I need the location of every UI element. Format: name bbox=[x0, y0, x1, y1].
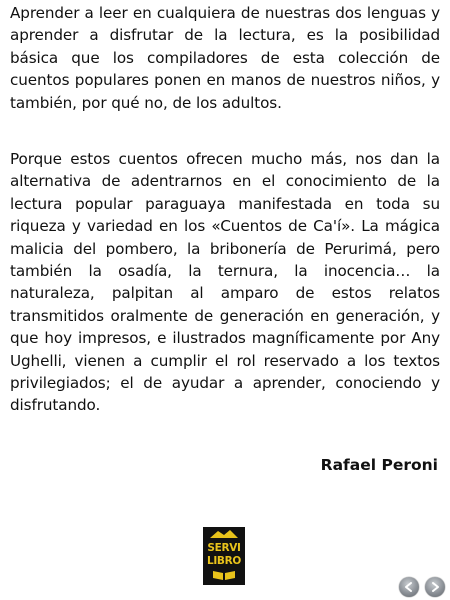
arrow-left-icon bbox=[402, 580, 416, 594]
author-signature: Rafael Peroni bbox=[320, 456, 438, 474]
paragraph-body: Porque estos cuentos ofrecen mucho más, nos dan la alternativa de adentrarnos en el conocimiento de la lectura popular paraguaya manifestada en toda su riqueza y variedad en los «Cuentos de Ca'í». La mágica malicia del pombero, la bribonería de Perurimá, pero también la osadía, la ternura, la inocencia… la naturaleza, palpitan al amparo de estos relatos transmitidos oralmente de generación en generación, y que hoy impresos, e ilustrados magníficamente por Any Ughelli, vienen a cumplir el rol reservado a los textos privilegiados; el de ayudar a aprender, conociendo y disfrutando. bbox=[10, 150, 440, 415]
open-book-icon bbox=[212, 569, 236, 581]
paragraph-intro: Aprender a leer en cualquiera de nuestras dos lenguas y aprender a disfrutar de la lectura, es la posibilidad básica que los compiladores de esta colección de cuentos populares ponen en manos de nuestros niños, y también, por qué no, de los adultos. bbox=[10, 4, 440, 112]
book-stack-icon bbox=[208, 529, 240, 539]
previous-page-button[interactable] bbox=[399, 577, 419, 597]
logo-text-line1: SERVI bbox=[207, 542, 241, 554]
arrow-right-icon bbox=[428, 580, 442, 594]
logo-text-line2: LIBRO bbox=[206, 555, 242, 567]
next-page-button[interactable] bbox=[425, 577, 445, 597]
publisher-logo bbox=[203, 527, 245, 585]
